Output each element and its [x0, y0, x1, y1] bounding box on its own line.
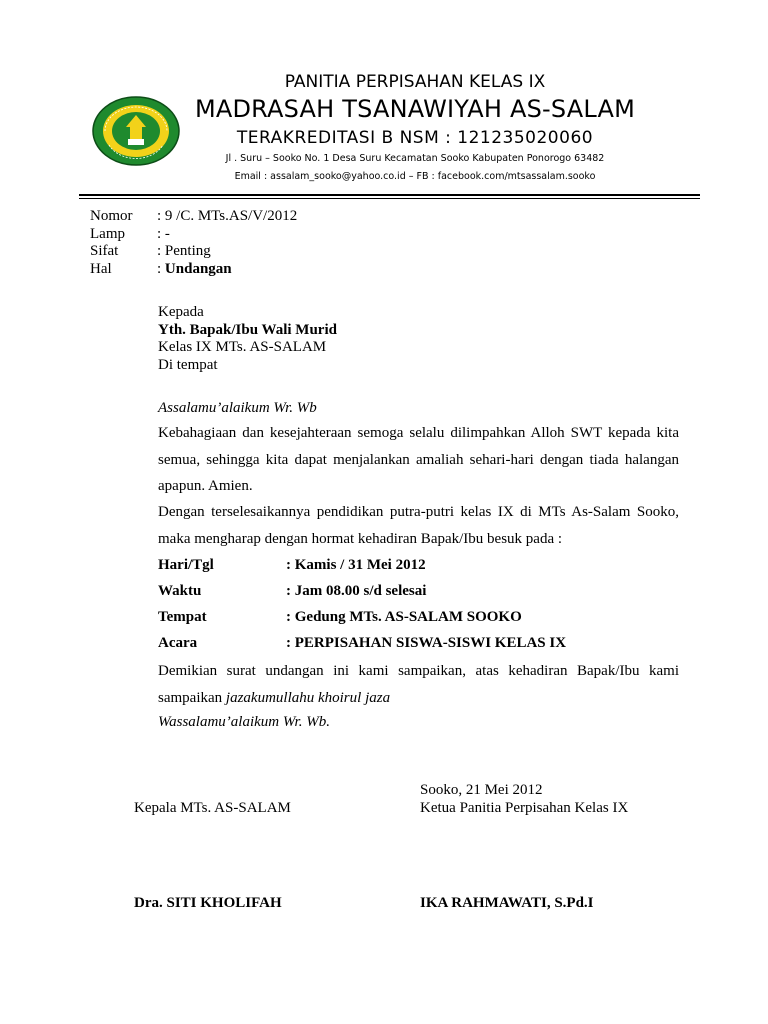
contact: Email : assalam_sooko@yahoo.co.id – FB : facebook.com/mtsassalam.sooko [234, 171, 596, 182]
school-logo-icon [91, 95, 181, 167]
signatory-right-title: Ketua Panitia Perpisahan Kelas IX [420, 800, 629, 816]
address: Jl . Suru – Sooko No. 1 Desa Suru Kecamatan Sooko Kabupaten Ponorogo 63482 [225, 153, 605, 164]
meta-label-nomor: Nomor [90, 208, 133, 224]
committee-title: PANITIA PERPISAHAN KELAS IX [284, 72, 546, 92]
meta-value-sifat: : Penting [157, 243, 211, 259]
school-name: MADRASAH TSANAWIYAH AS-SALAM [194, 95, 636, 123]
meta-label-lamp: Lamp [90, 226, 125, 242]
meta-value-hal-subject: Undangan [164, 261, 232, 277]
detail-label-time: Waktu [158, 583, 202, 599]
signatory-left-name: Dra. SITI KHOLIFAH [134, 895, 282, 911]
letterhead-divider [79, 194, 700, 196]
meta-value-nomor: : 9 /C. MTs.AS/V/2012 [157, 208, 298, 224]
signatory-left-title: Kepala MTs. AS-SALAM [134, 800, 291, 816]
letterhead [0, 0, 768, 200]
greeting: Assalamu’alaikum Wr. Wb [158, 400, 317, 416]
place-date: Sooko, 21 Mei 2012 [420, 782, 543, 798]
detail-label-date: Hari/Tgl [158, 557, 214, 573]
recipient-place: Di tempat [158, 357, 218, 373]
closing-text: Demikian surat undangan ini kami sampaikan, atas kehadiran Bapak/Ibu kami sampaikan [158, 663, 679, 706]
paragraph-invitation: Dengan terselesaikannya pendidikan putra-putri kelas IX di MTs As-Salam Sooko, maka mengharap dengan hormat kehadiran Bapak/Ibu besuk pada : [158, 504, 679, 547]
accreditation: TERAKREDITASI B NSM : 121235020060 [236, 128, 594, 148]
signatory-right-name: IKA RAHMAWATI, S.Pd.I [420, 895, 594, 911]
meta-value-hal-prefix: : [157, 261, 165, 277]
closing-italic: jazakumullahu khoirul jaza [225, 689, 391, 706]
detail-value-event: : PERPISAHAN SISWA-SISWI KELAS IX [286, 635, 567, 651]
meta-label-hal: Hal [90, 261, 112, 277]
detail-value-venue: : Gedung MTs. AS-SALAM SOOKO [286, 609, 522, 625]
detail-label-venue: Tempat [158, 609, 207, 625]
letterhead-divider-thin [79, 198, 700, 199]
detail-value-time: : Jam 08.00 s/d selesai [286, 583, 427, 599]
farewell: Wassalamu’alaikum Wr. Wb. [158, 714, 330, 730]
recipient-kepada: Kepada [158, 304, 204, 320]
meta-value-lamp: : - [157, 226, 170, 242]
detail-value-date: : Kamis / 31 Mei 2012 [286, 557, 426, 573]
detail-label-event: Acara [158, 635, 198, 651]
paragraph-closing [158, 658, 679, 711]
recipient-class: Kelas IX MTs. AS-SALAM [158, 339, 327, 355]
meta-label-sifat: Sifat [90, 243, 119, 259]
recipient-name: Yth. Bapak/Ibu Wali Murid [158, 322, 337, 338]
meta-value-hal [157, 260, 232, 278]
paragraph-opening: Kebahagiaan dan kesejahteraan semoga selalu dilimpahkan Alloh SWT kepada kita semua, sehingga kita dapat menjalankan amaliah sehari-hari dengan tiada halangan apapun. Amien. [158, 425, 679, 494]
